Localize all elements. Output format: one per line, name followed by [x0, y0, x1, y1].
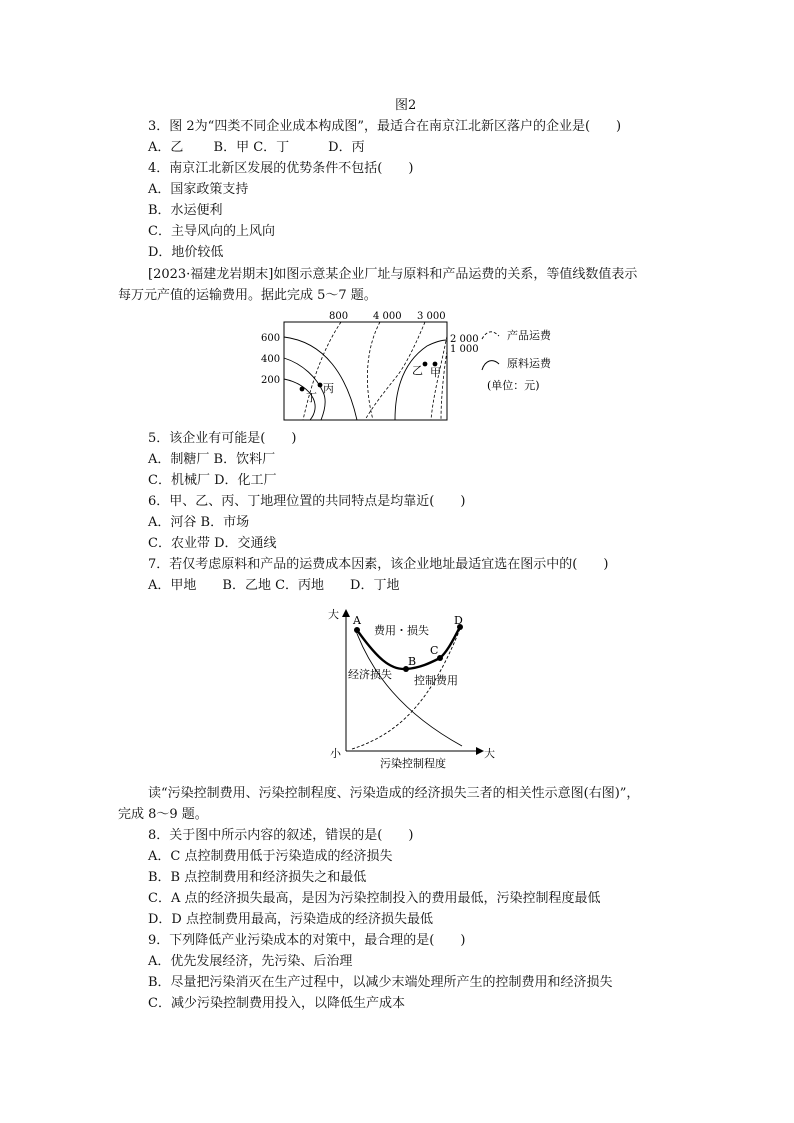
figure-2-caption: 图2 [395, 98, 417, 113]
isoline-4000 [367, 322, 380, 420]
question-6-options-2: C．农业带 D．交通线 [148, 536, 277, 551]
question-8-stem: 8．关于图中所示内容的叙述，错误的是( ) [148, 828, 414, 843]
point-bing [318, 383, 323, 388]
label-400: 400 [261, 354, 281, 365]
legend-product-symbol [482, 332, 499, 339]
legend [482, 328, 552, 392]
question-4-option-c: C．主导风向的上风向 [148, 224, 275, 239]
left-labels [261, 333, 280, 386]
question-6-stem: 6．甲、乙、丙、丁地理位置的共同特点是均靠近( ) [148, 494, 466, 509]
question-4-option-b: B．水运便利 [148, 203, 223, 218]
label-ding: 丁 [306, 391, 317, 404]
label-1000: 1 000 [450, 344, 479, 355]
point-c-label: C [430, 644, 439, 657]
intro-5-7-line1: [2023·福建龙岩期末]如图示意某企业厂址与原料和产品运费的关系，等值线数值表示 [148, 267, 638, 282]
label-jia: 甲 [430, 366, 441, 379]
question-9-option-b: B．尽量把污染消灭在生产过程中，以减少末端处理所产生的控制费用和经济损失 [148, 975, 613, 990]
question-5-options-2: C．机械厂 D．化工厂 [148, 473, 277, 488]
place-labels [306, 364, 441, 404]
question-6-options-1: A．河谷 B．市场 [148, 515, 250, 530]
question-3-options: A．乙 B．甲 C．丁 D．丙 [148, 140, 365, 155]
point-ding [300, 387, 305, 392]
x-axis-title: 污染控制程度 [380, 757, 446, 770]
pollution-control-diagram [322, 603, 502, 773]
y-axis-max-label: 大 [328, 608, 339, 621]
label-800: 800 [329, 311, 349, 322]
label-bing: 丙 [323, 382, 334, 395]
top-labels [329, 311, 446, 322]
control-cost-label: 控制费用 [414, 674, 458, 687]
question-7-stem: 7．若仅考虑原料和产品的运费成本因素，该企业地址最适宜选在图示中的( ) [148, 557, 609, 572]
question-8-option-a: A．C 点控制费用低于污染造成的经济损失 [148, 849, 393, 864]
question-5-stem: 5．该企业有可能是( ) [148, 431, 297, 446]
question-4-option-a: A．国家政策支持 [148, 182, 249, 197]
question-8-option-c: C．A 点的经济损失最高，是因为污染控制投入的费用最低，污染控制程度最低 [148, 891, 601, 906]
question-8-option-d: D．D 点控制费用最高，污染造成的经济损失最低 [148, 912, 433, 927]
point-a [354, 627, 360, 633]
question-5-options-1: A．制糖厂 B．饮料厂 [148, 452, 276, 467]
point-b-label: B [408, 655, 417, 668]
legend-unit: (单位：元) [487, 379, 540, 392]
label-3000: 3 000 [417, 311, 446, 322]
intro-5-7-line2: 每万元产值的运输费用。据此完成 5～7 题。 [118, 288, 377, 303]
point-d-label: D [454, 614, 463, 627]
legend-raw-symbol [482, 361, 499, 370]
raw-material-isolines [284, 337, 447, 420]
point-a-label: A [353, 614, 361, 627]
question-3-stem: 3．图 2为“四类不同企业成本构成图”，最适合在南京江北新区落户的企业是( ) [148, 119, 622, 134]
isoline-400 [284, 358, 325, 420]
label-yi: 乙 [412, 364, 423, 377]
total-cost-label: 费用・损失 [374, 624, 429, 637]
legend-product-label: 产品运费 [507, 329, 551, 342]
intro-8-9-line1: 读“污染控制费用、污染控制程度、污染造成的经济损失三者的相关性示意图(右图)”， [148, 786, 640, 801]
legend-raw-label: 原料运费 [507, 357, 551, 370]
right-labels [450, 334, 479, 355]
label-2000: 2 000 [450, 334, 479, 345]
intro-8-9-line2: 完成 8～9 题。 [118, 807, 208, 822]
label-600: 600 [261, 333, 281, 344]
question-9-option-a: A．优先发展经济，先污染、后治理 [148, 954, 353, 969]
isoline-600 [284, 337, 357, 420]
label-200: 200 [261, 375, 281, 386]
label-4000: 4 000 [373, 311, 402, 322]
question-4-stem: 4．南京江北新区发展的优势条件不包括( ) [148, 161, 414, 176]
economic-loss-label: 经济损失 [348, 668, 392, 681]
isoline-right [395, 340, 447, 420]
control-cost-curve [352, 629, 460, 749]
isoline-800 [303, 322, 341, 420]
question-8-option-b: B．B 点控制费用和经济损失之和最低 [148, 870, 367, 885]
x-axis-max-label: 大 [484, 747, 495, 760]
transport-cost-isoline-map [255, 306, 565, 424]
question-4-option-d: D．地价较低 [148, 245, 224, 260]
origin-label: 小 [330, 747, 341, 760]
question-9-option-c: C．减少污染控制费用投入，以降低生产成本 [148, 996, 405, 1011]
point-yi [423, 362, 428, 367]
question-7-options: A．甲地 B．乙地 C．丙地 D．丁地 [148, 578, 400, 593]
question-9-stem: 9．下列降低产业污染成本的对策中，最合理的是( ) [148, 933, 466, 948]
